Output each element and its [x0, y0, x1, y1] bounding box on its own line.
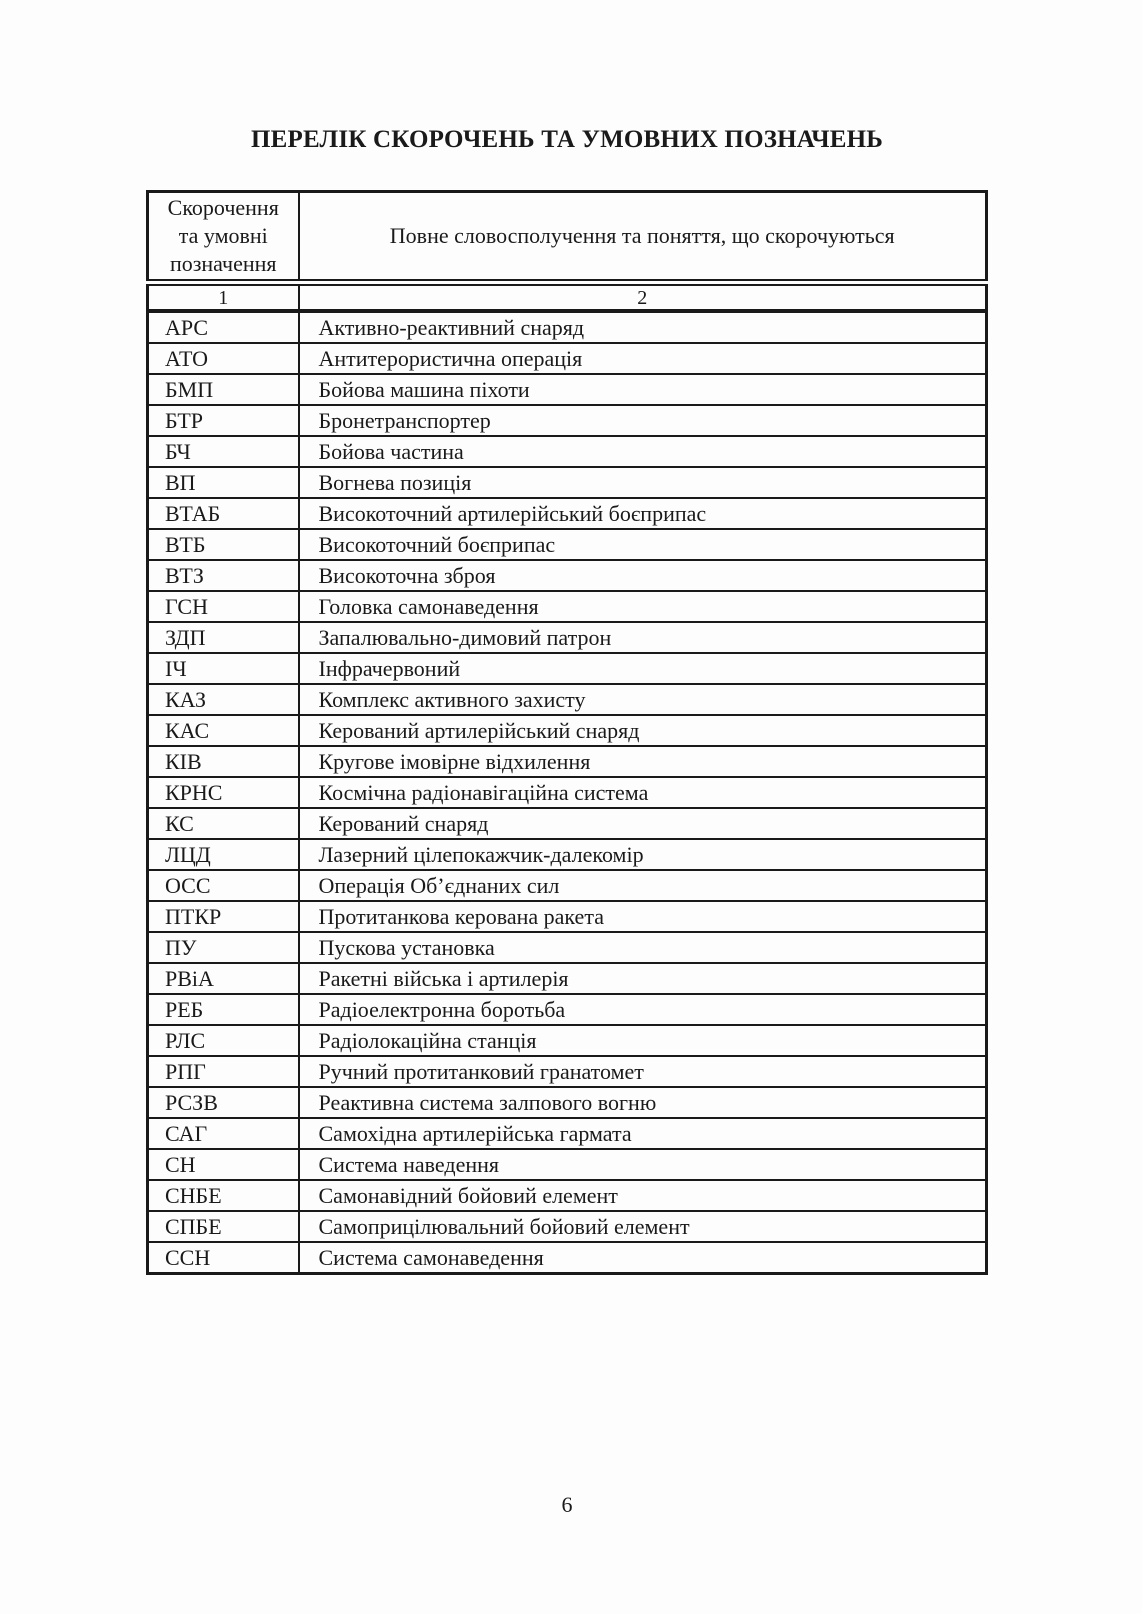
abbreviation-cell: ВТАБ: [148, 498, 299, 529]
definition-cell: Високоточний артилерійський боєприпас: [299, 498, 987, 529]
definition-cell: Самоприцілювальний бойовий елемент: [299, 1211, 987, 1242]
abbreviation-cell: ІЧ: [148, 653, 299, 684]
abbreviation-cell: КС: [148, 808, 299, 839]
definition-cell: Радіоелектронна боротьба: [299, 994, 987, 1025]
abbreviation-cell: СН: [148, 1149, 299, 1180]
table-row: [148, 622, 987, 653]
table-row: [148, 808, 987, 839]
column-number-1: 1: [148, 283, 299, 312]
abbreviation-cell: АРС: [148, 311, 299, 343]
abbreviation-cell: ЛЦД: [148, 839, 299, 870]
table-row: [148, 311, 987, 343]
definition-cell: Лазерний цілепокажчик-далекомір: [299, 839, 987, 870]
table-row: [148, 498, 987, 529]
abbreviation-cell: АТО: [148, 343, 299, 374]
table-row: [148, 994, 987, 1025]
table-row: [148, 1087, 987, 1118]
definition-cell: Високоточна зброя: [299, 560, 987, 591]
definition-cell: Протитанкова керована ракета: [299, 901, 987, 932]
table-row: [148, 777, 987, 808]
definition-cell: Бойова машина піхоти: [299, 374, 987, 405]
abbreviation-cell: ЗДП: [148, 622, 299, 653]
table-row: [148, 560, 987, 591]
definition-cell: Кругове імовірне відхилення: [299, 746, 987, 777]
page-number: 6: [561, 1492, 573, 1517]
abbreviation-cell: СНБЕ: [148, 1180, 299, 1211]
definition-cell: Керований снаряд: [299, 808, 987, 839]
abbreviation-cell: КАС: [148, 715, 299, 746]
header-abbreviation-column: Скорочення та умовні позначення: [148, 192, 299, 283]
definition-cell: Пускова установка: [299, 932, 987, 963]
table-row: [148, 839, 987, 870]
header-definition-column: Повне словосполучення та поняття, що скорочуються: [299, 192, 987, 283]
definition-cell: Бойова частина: [299, 436, 987, 467]
definition-cell: Запалювально-димовий патрон: [299, 622, 987, 653]
definition-cell: Операція Об’єднаних сил: [299, 870, 987, 901]
table-body: [148, 311, 987, 1274]
table-row: [148, 653, 987, 684]
abbreviation-cell: САГ: [148, 1118, 299, 1149]
table-row: [148, 436, 987, 467]
abbreviation-cell: КРНС: [148, 777, 299, 808]
abbreviation-cell: БТР: [148, 405, 299, 436]
table-row: [148, 901, 987, 932]
abbreviation-cell: РСЗВ: [148, 1087, 299, 1118]
table-row: [148, 1180, 987, 1211]
table-row: [148, 932, 987, 963]
abbreviation-cell: БЧ: [148, 436, 299, 467]
abbreviation-cell: ОСС: [148, 870, 299, 901]
table-row: [148, 1025, 987, 1056]
table-row: [148, 1211, 987, 1242]
definition-cell: Система самонаведення: [299, 1242, 987, 1274]
abbreviation-cell: ПТКР: [148, 901, 299, 932]
definition-cell: Самонавідний бойовий елемент: [299, 1180, 987, 1211]
abbreviations-table: [146, 190, 988, 1275]
table-row: [148, 343, 987, 374]
abbreviation-cell: РЛС: [148, 1025, 299, 1056]
table-row: [148, 715, 987, 746]
column-numbering-row: [148, 283, 987, 312]
definition-cell: Антитерористична операція: [299, 343, 987, 374]
abbreviation-cell: ВТБ: [148, 529, 299, 560]
table-row: [148, 529, 987, 560]
definition-cell: Бронетранспортер: [299, 405, 987, 436]
definition-cell: Керований артилерійський снаряд: [299, 715, 987, 746]
abbreviation-cell: ССН: [148, 1242, 299, 1274]
definition-cell: Високоточний боєприпас: [299, 529, 987, 560]
abbreviation-cell: СПБЕ: [148, 1211, 299, 1242]
abbreviation-cell: ПУ: [148, 932, 299, 963]
table-row: [148, 963, 987, 994]
definition-cell: Реактивна система залпового вогню: [299, 1087, 987, 1118]
definition-cell: Вогнева позиція: [299, 467, 987, 498]
abbreviation-cell: ВТЗ: [148, 560, 299, 591]
abbreviation-cell: БМП: [148, 374, 299, 405]
table-header-row: [148, 192, 987, 283]
table-row: [148, 684, 987, 715]
table-row: [148, 1149, 987, 1180]
table-row: [148, 467, 987, 498]
abbreviation-cell: ГСН: [148, 591, 299, 622]
definition-cell: Комплекс активного захисту: [299, 684, 987, 715]
table-row: [148, 870, 987, 901]
table-row: [148, 1056, 987, 1087]
definition-cell: Система наведення: [299, 1149, 987, 1180]
page-title: ПЕРЕЛІК СКОРОЧЕНЬ ТА УМОВНИХ ПОЗНАЧЕНЬ: [250, 126, 884, 153]
column-number-2: 2: [299, 283, 987, 312]
abbreviation-cell: КАЗ: [148, 684, 299, 715]
definition-cell: Космічна радіонавігаційна система: [299, 777, 987, 808]
table-row: [148, 1118, 987, 1149]
definition-cell: Ручний протитанковий гранатомет: [299, 1056, 987, 1087]
definition-cell: Активно-реактивний снаряд: [299, 311, 987, 343]
table-row: [148, 405, 987, 436]
definition-cell: Радіолокаційна станція: [299, 1025, 987, 1056]
table-row: [148, 746, 987, 777]
table-row: [148, 374, 987, 405]
abbreviation-cell: РПГ: [148, 1056, 299, 1087]
abbreviation-cell: РЕБ: [148, 994, 299, 1025]
definition-cell: Ракетні війська і артилерія: [299, 963, 987, 994]
definition-cell: Самохідна артилерійська гармата: [299, 1118, 987, 1149]
table-row: [148, 591, 987, 622]
abbreviation-cell: РВіА: [148, 963, 299, 994]
definition-cell: Інфрачервоний: [299, 653, 987, 684]
abbreviation-cell: КІВ: [148, 746, 299, 777]
definition-cell: Головка самонаведення: [299, 591, 987, 622]
abbreviation-cell: ВП: [148, 467, 299, 498]
table-row: [148, 1242, 987, 1274]
